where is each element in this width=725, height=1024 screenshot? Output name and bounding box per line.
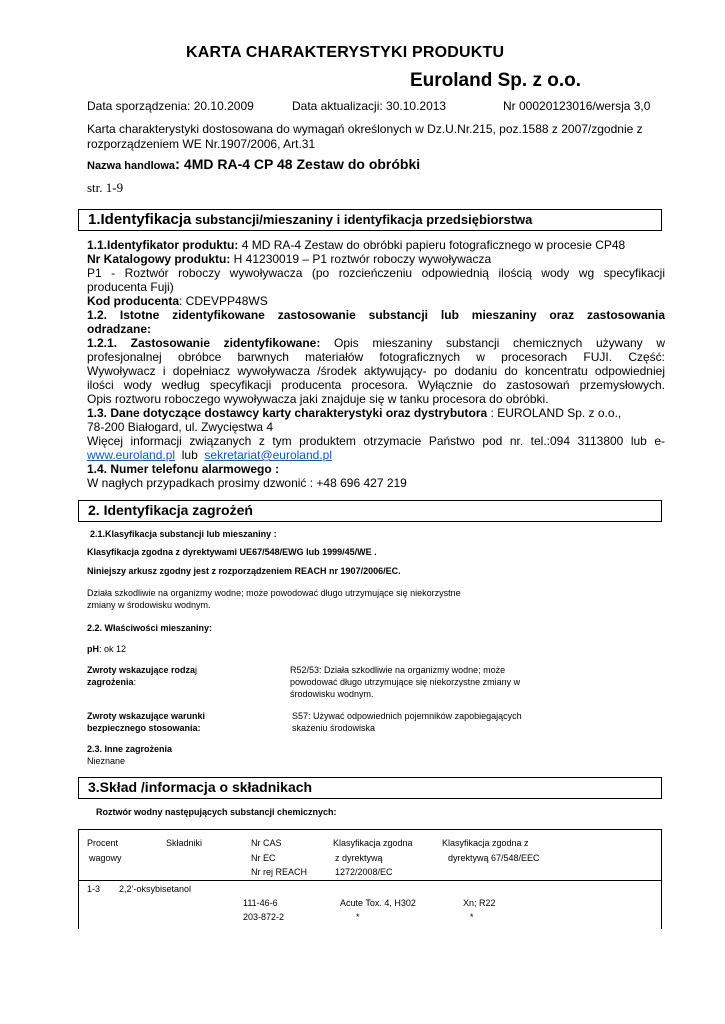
producer-code: Kod producenta: CDEVPP48WS [87,294,268,308]
identified-use: 1.2.1. Zastosowanie zidentyfikowane: Opis mieszaniny substancji chemicznych używany w [87,336,665,350]
cell-component: 2,2’-oksybisetanol [119,884,192,894]
r-phrases-label: Zwroty wskazujące rodzaj [87,665,198,675]
text-line: Więcej informacji związanych z tym produktem otrzymacie Państwo pod nr. tel.:094 3113800 lub e- [87,434,665,448]
s-phrase-text: skażeniu środowiska [292,723,376,733]
text-line: Opis roztworu roboczego wywoływacza jaki znajduje się w tanku procesora do obróbki. [87,392,549,406]
website-link[interactable]: www.euroland.pl [87,448,176,462]
cell-clp: Acute Tox. 4, H302 [340,898,416,908]
composition-intro: Roztwór wodny następujących substancji chemicznych: [96,807,337,817]
r-phrase-text: R52/53: Działa szkodliwie na organizmy wodne; może [290,665,506,675]
effect-line: Działa szkodliwie na organizmy wodne; może powodować długo utrzymujące się niekorzystne [87,588,461,598]
subsection-heading: 1.4. Numer telefonu alarmowego : [87,462,280,476]
compliance-line: Karta charakterystyki dostosowana do wymagań określonych w Dz.U.Nr.215, poz.1588 z 2007/zgodnie z [87,122,643,136]
header-percent: Procent [87,838,119,848]
cell-clp-note: * [356,912,360,922]
cell-dsd-note: * [470,912,474,922]
section-1-heading-rest: substancji/mieszaniny i identyfikacja przedsiębiorstwa [191,212,533,227]
section-2-heading: 2. Identyfikacja zagrożeń [78,500,662,522]
section-1-heading-lead: 1.Identyfikacja [88,211,192,228]
header-ec: Nr EC [251,853,276,863]
section-1-heading [78,209,662,231]
cell-dsd: Xn; R22 [463,898,496,908]
ph-value: pH: ok 12 [87,644,127,654]
header-cas: Nr CAS [251,838,282,848]
contact-links: www.euroland.pl lub sekretariat@euroland.pl [87,448,333,462]
trade-name [87,156,420,174]
reach-line: Niniejszy arkusz zgodny jest z rozporządzeniem REACH nr 1907/2006/EC. [87,566,401,576]
header-clp: z dyrektywą [335,853,383,863]
cell-percent: 1-3 [87,884,101,894]
page-number: str. 1-9 [87,180,124,195]
supplier-address: 78-200 Białogard, ul. Zwycięstwa 4 [87,420,274,434]
subsection-heading: odradzane: [87,322,152,336]
text-line: producenta Fuji) [87,280,174,294]
effect-line: zmiany w środowisku wodnym. [87,600,211,610]
email-link[interactable]: sekretariat@euroland.pl [204,448,333,462]
text-line: P1 - Roztwór roboczy wywoływacza (po rozcieńczeniu odpowiednią ilością wody wg specyfikacji [87,266,665,280]
text-line: profesjonalnej obróbce barwnych materiałów fotograficznych w procesorach FUJI. Część: [87,350,665,364]
header-components: Składniki [166,838,203,848]
product-identifier: 1.1.Identyfikator produktu: 4 MD RA-4 Zestaw do obróbki papieru fotograficznego w procesie CP48 [87,238,626,252]
text-line: ilości wody według specyfikacji producenta procesora. Wyłącznie do zastosowań przemysłowych. [87,378,665,392]
header-percent: wagowy [89,853,122,863]
r-phrases-label: zagrożenia: [87,677,137,687]
s-phrases-label: bezpiecznego stosowania: [87,723,201,733]
catalog-number: Nr Katalogowy produktu: H 41230019 – P1 roztwór roboczy wywoływacza [87,252,492,266]
other-hazards-value: Nieznane [87,756,126,766]
classification-line: Klasyfikacja zgodna z dyrektywami UE67/548/EWG lub 1999/45/WE . [87,547,377,557]
document-number: Nr 00020123016/wersja 3,0 [503,99,651,113]
s-phrases-label: Zwroty wskazujące warunki [87,711,206,721]
section-3-heading: 3.Skład /informacja o składnikach [78,777,662,799]
s-phrase-text: S57: Używać odpowiednich pojemników zapobiegających [292,711,522,721]
subsection-heading: 2.2. Właściwości mieszaniny: [87,623,213,633]
supplier-details: 1.3. Dane dotyczące dostawcy karty charakterystyki oraz dystrybutora : EUROLAND Sp. z o.o., [87,406,622,420]
header-clp: 1272/2008/EC [335,867,393,877]
header-reach: Nr rej REACH [251,867,308,877]
compliance-line: rozporządzeniem WE Nr.1907/2006, Art.31 [87,137,316,151]
cell-cas: 111-46-6 [243,898,278,908]
date-created: Data sporządzenia: 20.10.2009 [87,99,254,113]
header-dsd: dyrektywą 67/548/EEC [448,853,540,863]
r-phrase-text: powodować długo utrzymujące się niekorzystne zmiany w [290,677,521,687]
cell-ec: 203-872-2 [243,912,285,922]
trade-name-label: Nazwa handlowa [87,160,176,172]
trade-name-colon: : [175,156,181,173]
subsection-heading: 2.3. Inne zagrożenia [87,744,173,754]
composition-table [78,829,662,929]
date-updated: Data aktualizacji: 30.10.2013 [292,99,447,113]
r-phrase-text: środowisku wodnym. [290,689,374,699]
emergency-phone: W nagłych przypadkach prosimy dzwonić : +48 696 427 219 [87,476,407,490]
subsection-heading: 2.1.Klasyfikacja substancji lub mieszaniny : [90,529,277,539]
table-divider [79,880,661,881]
company-name: Euroland Sp. z o.o. [410,70,581,91]
subsection-heading: 1.2. Istotne zidentyfikowane zastosowanie substancji lub mieszaniny oraz zastosowania [87,308,665,322]
header-dsd: Klasyfikacja zgodna z [442,838,529,848]
trade-name-value: 4MD RA-4 CP 48 Zestaw do obróbki [180,156,421,172]
header-clp: Klasyfikacja zgodna [333,838,413,848]
document-title: KARTA CHARAKTERYSTYKI PRODUKTU [186,44,505,61]
text-line: Wywoływacz i dopełniacz wywoływacza /środek aktywujący- po dodaniu do koncentratu odpowiedniej [87,364,665,378]
